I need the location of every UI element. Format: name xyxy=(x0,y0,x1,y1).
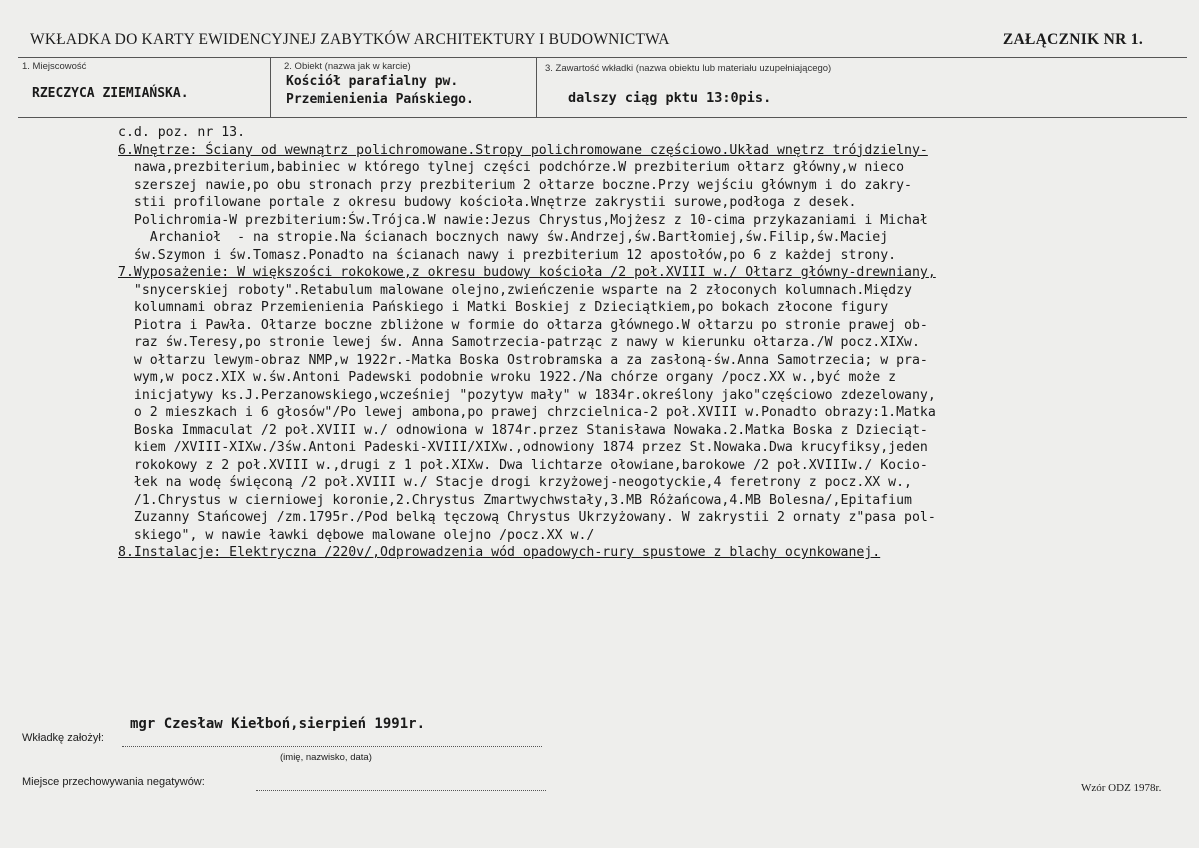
body-line: nawa,prezbiterium,babiniec w którego tylnej części podchórze.W prezbiterium ołtarz główny,w nieco xyxy=(118,160,905,175)
annex-number: ZAŁĄCZNIK NR 1. xyxy=(1002,31,1143,48)
field-divider-2 xyxy=(536,57,537,117)
body-line: skiego", w nawie ławki dębowe malowane olejno /pocz.XX w./ xyxy=(118,527,595,543)
body-line: Archanioł - na stropie.Na ścianach bocznych nawy św.Andrzej,św.Bartłomiej,św.Filip,św.Maciej xyxy=(118,230,889,245)
header-rule xyxy=(18,57,1187,58)
body-line: Zuzanny Stańcowej /zm.1795r./Pod belką tęczową Chrystus Ukrzyżowany. W zakrystii 2 ornaty z"pasa pol- xyxy=(118,510,936,525)
body-line: rokokowy z 2 poł.XVIII w.,drugi z 1 poł.XIXw. Dwa lichtarze ołowiane,barokowe /2 poł.XVIIIw./ Kocio- xyxy=(118,457,928,473)
body-line: Boska Immaculat /2 poł.XVIII w./ odnowiona w 1874r.przez Stanisława Nowaka.2.Matka Boska z Dzieciąt- xyxy=(118,422,928,438)
locality-label: 1. Miejscowość xyxy=(22,61,87,72)
body-line: kolumnami obraz Przemienienia Pańskiego i Matki Boskiej z Dzieciątkiem,po bokach złocone figury xyxy=(118,300,889,315)
field-divider-1 xyxy=(270,57,271,117)
body-line: /1.Chrystus w cierniowej koronie,2.Chrystus Zmartwychwstały,3.MB Różańcowa,4.MB Bolesna/,Epitafium xyxy=(118,492,912,508)
body-line-section-6: 6.Wnętrze: Ściany od wewnątrz polichromowane.Stropy polichromowane częściowo.Układ wnętrz trójdzielny- xyxy=(118,142,928,158)
author-caption: (imię, nazwisko, data) xyxy=(280,752,372,763)
body-line: w ołtarzu lewym-obraz NMP,w 1922r.-Matka Boska Ostrobramska a za zasłoną-św.Anna Samotrzecia; w pra- xyxy=(118,352,928,368)
author-label: Wkładkę założył: xyxy=(22,732,104,744)
object-value-line1: Kościół parafialny pw. xyxy=(286,74,459,89)
form-title: WKŁADKA DO KARTY EWIDENCYJNEJ ZABYTKÓW ARCHITEKTURY I BUDOWNICTWA xyxy=(30,31,670,48)
body-line: św.Szymon i św.Tomasz.Ponadto na ścianach nawy i prezbiterium 12 apostołów,po 6 z każdej strony. xyxy=(118,247,897,263)
body-line: o 2 mieszkach i 6 głosów"/Po lewej ambona,po prawej chrzcielnica-2 poł.XVIII w.Ponadto obrazy:1.Matka xyxy=(118,405,936,420)
body-line: stii profilowane portale z okresu budowy kościoła.Wnętrze zakrystii surowe,podłoga z desek. xyxy=(118,195,857,210)
body-line-section-8: 8.Instalacje: Elektryczna /220v/,Odprowadzenia wód opadowych-rury spustowe z blachy ocynkowanej. xyxy=(118,545,881,560)
body-line: Polichromia-W prezbiterium:Św.Trójca.W nawie:Jezus Chrystus,Mojżesz z 10-cima przykazaniami i Michał xyxy=(118,212,928,228)
typewritten-body xyxy=(118,124,936,562)
fields-bottom-rule xyxy=(18,117,1187,118)
body-line: łek na wodę święconą /2 poł.XVIII w./ Stacje drogi krzyżowej-neogotyckie,4 feretrony z pocz.XX w., xyxy=(118,475,912,490)
object-label: 2. Obiekt (nazwa jak w karcie) xyxy=(284,61,411,72)
body-line: kiem /XVIII-XIXw./3św.Antoni Padeski-XVIII/XIXw.,odnowiony 1874 przez St.Nowaka.Dwa krucyfiksy,jeden xyxy=(118,440,928,455)
author-dotted-line xyxy=(122,746,542,747)
locality-value: RZECZYCA ZIEMIAŃSKA. xyxy=(32,86,189,101)
body-line: wym,w pocz.XIX w.św.Antoni Padewski podobnie wroku 1922./Na chórze organy /pocz.XX w.,być może z xyxy=(118,370,897,385)
body-line: c.d. poz. nr 13. xyxy=(118,125,246,140)
content-label: 3. Zawartość wkładki (nazwa obiektu lub materiału uzupełniającego) xyxy=(545,63,832,74)
storage-label: Miejsce przechowywania negatywów: xyxy=(22,776,205,788)
form-code: Wzór ODZ 1978r. xyxy=(1081,782,1162,794)
body-line: "snycerskiej roboty".Retabulum malowane olejno,zwieńczenie wsparte na 2 złoconych kolumnach.Między xyxy=(118,282,912,298)
author-value: mgr Czesław Kiełboń,sierpień 1991r. xyxy=(130,716,426,732)
body-line: Piotra i Pawła. Ołtarze boczne zbliżone w formie do ołtarza głównego.W ołtarzu po stronie prawej ob- xyxy=(118,317,928,333)
body-line-section-7: 7.Wyposażenie: W większości rokokowe,z okresu budowy kościoła /2 poł.XVIII w./ Ołtarz główny-drewniany, xyxy=(118,265,936,280)
object-value-line2: Przemienienia Pańskiego. xyxy=(286,92,474,107)
body-line: raz św.Teresy,po stronie lewej św. Anna Samotrzecia-patrząc z nawy w kierunku ołtarza./W pocz.XIXw. xyxy=(118,335,920,350)
content-value: dalszy ciąg pktu 13:0pis. xyxy=(568,90,772,106)
body-line: szerszej nawie,po obu stronach przy prezbiterium 2 ołtarze boczne.Przy wejściu głównym i do zakry- xyxy=(118,177,912,193)
body-line: inicjatywy ks.J.Perzanowskiego,wcześniej "pozytyw mały" w 1834r.określony jako"częściowo zdezelowany, xyxy=(118,387,936,403)
storage-dotted-line xyxy=(256,790,546,791)
object-value xyxy=(286,73,474,109)
